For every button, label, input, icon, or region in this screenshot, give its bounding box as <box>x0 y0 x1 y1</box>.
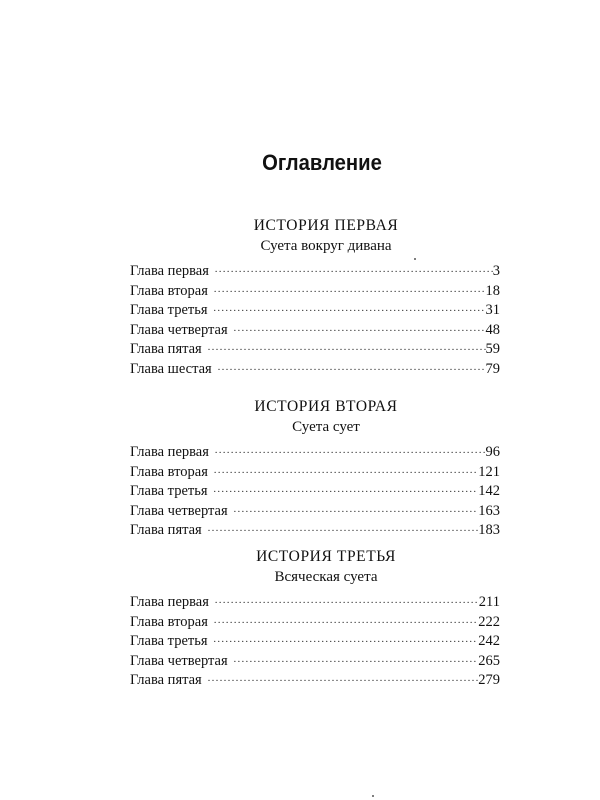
chapter-label: Глава вторая <box>130 613 208 630</box>
chapter-label: Глава пятая <box>130 522 202 539</box>
page-number: 79 <box>485 360 500 377</box>
toc-entry[interactable] <box>130 671 500 691</box>
page-number: 59 <box>485 341 500 358</box>
section-subtitle: Всяческая суета <box>274 569 378 585</box>
dot-leader <box>234 319 486 339</box>
section-story-1 <box>130 216 500 380</box>
page-title: Оглавление <box>262 150 382 175</box>
dot-leader <box>218 358 486 378</box>
dot-leader <box>208 669 479 689</box>
page-number: 163 <box>478 502 500 519</box>
dot-leader <box>215 591 479 611</box>
section-story-2 <box>130 397 500 541</box>
chapter-label: Глава четвертая <box>130 502 228 519</box>
page-number: 265 <box>478 652 500 669</box>
dot-leader <box>214 480 479 500</box>
section-heading: ИСТОРИЯ ВТОРАЯ <box>254 398 398 415</box>
dot-leader <box>214 280 486 300</box>
chapter-label: Глава первая <box>130 263 209 279</box>
page-number: 279 <box>478 672 500 689</box>
chapter-label: Глава пятая <box>130 341 202 358</box>
page-number: 183 <box>478 522 500 539</box>
dot-leader <box>215 441 486 461</box>
section-subtitle: Суета сует <box>292 419 360 435</box>
chapter-label: Глава вторая <box>130 463 208 480</box>
dot-leader <box>208 519 479 539</box>
chapter-label: Глава четвертая <box>130 321 228 338</box>
dot-leader <box>234 650 479 670</box>
page-number: 211 <box>478 594 500 610</box>
dot-leader <box>214 630 479 650</box>
page-number: 242 <box>478 633 500 650</box>
chapter-label: Глава шестая <box>130 360 212 377</box>
dot-leader <box>214 461 478 481</box>
section-heading: ИСТОРИЯ ТРЕТЬЯ <box>256 548 396 565</box>
chapter-label: Глава четвертая <box>130 652 228 669</box>
page-number: 222 <box>478 613 500 630</box>
chapter-label: Глава первая <box>130 594 209 610</box>
page-number: 142 <box>478 483 500 500</box>
scan-speck <box>414 258 416 260</box>
chapter-label: Глава пятая <box>130 672 202 689</box>
page-number: 48 <box>485 321 500 338</box>
section-story-3 <box>130 547 500 691</box>
page-number: 96 <box>485 444 500 460</box>
chapter-label: Глава третья <box>130 483 208 500</box>
scan-speck <box>372 795 374 797</box>
dot-leader <box>214 611 478 631</box>
dot-leader <box>214 299 486 319</box>
section-subtitle: Суета вокруг дивана <box>260 238 392 254</box>
dot-leader <box>215 260 493 280</box>
toc-entry[interactable] <box>130 360 500 380</box>
chapter-label: Глава третья <box>130 633 208 650</box>
chapter-label: Глава вторая <box>130 282 208 299</box>
page-number: 3 <box>492 263 500 279</box>
toc-entry[interactable] <box>130 521 500 541</box>
section-heading: ИСТОРИЯ ПЕРВАЯ <box>253 217 399 234</box>
page-number: 18 <box>485 282 500 299</box>
dot-leader <box>234 500 479 520</box>
page-number: 31 <box>485 302 500 319</box>
chapter-label: Глава третья <box>130 302 208 319</box>
chapter-label: Глава первая <box>130 444 209 460</box>
dot-leader <box>208 338 486 358</box>
page-number: 121 <box>478 463 500 480</box>
